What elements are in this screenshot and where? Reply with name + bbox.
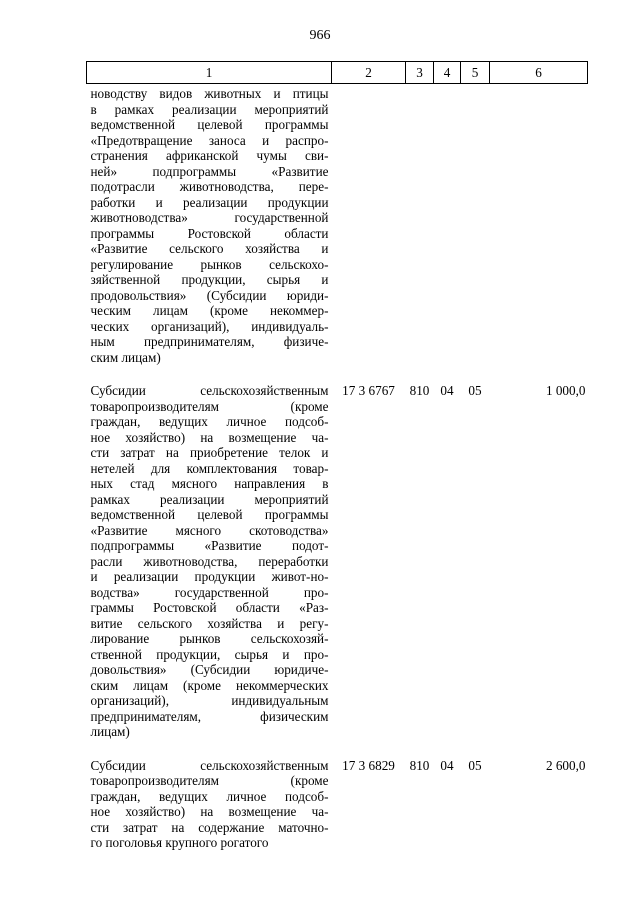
description-line: ных стад мясного направления в: [90, 476, 329, 491]
header-col-4: 4: [434, 62, 461, 84]
description-line: ным предпринимателям, физиче-: [90, 334, 329, 349]
description-line: лицам): [90, 724, 130, 739]
description-line: довольствия» (Субсидии юридиче-: [90, 662, 329, 677]
table-row: [87, 740, 588, 851]
description-line: и реализации продукции живот-но-: [90, 569, 329, 584]
description-line: сти затрат на приобретение телок и: [90, 445, 329, 460]
description-line: ведомственной целевой программы: [90, 507, 329, 522]
description-line: подотрасли животноводства, пере-: [90, 179, 329, 194]
table-row: [87, 84, 588, 366]
description-line: организаций), индивидуальным: [90, 693, 329, 708]
description-line: водства» государственной про-: [90, 584, 329, 600]
row-vr: [406, 84, 434, 366]
description-line: Субсидии сельскохозяйственным: [90, 383, 329, 398]
row-pr: 05: [468, 383, 482, 398]
row-code: 17 3 6767: [342, 383, 395, 398]
description-line: сти затрат на содержание маточно-: [90, 819, 329, 835]
row-pr: 05: [468, 757, 482, 773]
description-line: рамках реализации мероприятий: [90, 491, 329, 507]
header-col-2: 2: [332, 62, 406, 84]
description-line: ческим лицам (кроме некоммер-: [90, 303, 329, 318]
description-line: продовольствия» (Субсидии юриди-: [90, 287, 329, 303]
description-line: ное хозяйство) на возмещение ча-: [90, 804, 329, 819]
row-code: 17 3 6829: [342, 757, 395, 773]
description-line: ческих организаций), индивидуаль-: [90, 318, 329, 334]
description-line: ским лицам): [90, 349, 161, 365]
description-line: ским лицам (кроме некоммерческих: [90, 677, 329, 693]
description-line: работки и реализации продукции: [90, 194, 329, 210]
table-header-row: [87, 62, 588, 84]
page-number: 966: [309, 28, 331, 43]
description-line: ное хозяйство) на возмещение ча-: [90, 429, 329, 445]
row-rz: [434, 84, 461, 366]
description-line: витие сельского хозяйства и регу-: [90, 615, 329, 631]
row-amount: [490, 84, 588, 366]
description-line: граммы Ростовской области «Раз-: [90, 600, 329, 615]
row-amount: 2 600,0: [545, 757, 586, 773]
table-row: [87, 365, 588, 740]
description-line: го поголовья крупного рогатого: [90, 835, 269, 850]
header-col-1: 1: [87, 62, 332, 84]
description-line: странения африканской чумы сви-: [90, 148, 329, 163]
row-description: [87, 84, 332, 366]
description-line: животноводства» государственной: [90, 210, 329, 225]
row-vr: 810: [409, 383, 430, 398]
description-line: ней» подпрограммы «Развитие: [90, 163, 329, 179]
description-line: новодству видов животных и птицы: [90, 86, 329, 101]
description-line: в рамках реализации мероприятий: [90, 101, 329, 117]
description-line: товаропроизводителям (кроме: [90, 398, 329, 414]
header-col-5: 5: [461, 62, 490, 84]
description-line: предпринимателям, физическим: [90, 708, 329, 724]
row-rz: 04: [440, 757, 454, 773]
description-line: «Развитие мясного скотоводства»: [90, 522, 329, 538]
row-amount: 1 000,0: [545, 383, 586, 398]
description-line: программы Ростовской области: [90, 225, 329, 241]
row-vr: 810: [409, 757, 430, 773]
row-description: [87, 365, 332, 740]
row-description: [87, 740, 332, 851]
description-line: «Развитие сельского хозяйства и: [90, 241, 329, 256]
description-line: нетелей для комплектования товар-: [90, 460, 329, 476]
row-pr: [461, 84, 490, 366]
budget-table: [86, 61, 588, 851]
description-line: регулирование рынков сельскохо-: [90, 256, 329, 272]
description-line: товаропроизводителям (кроме: [90, 773, 329, 788]
description-line: «Предотвращение заноса и распро-: [90, 132, 329, 148]
row-rz: 04: [440, 383, 454, 398]
description-line: зяйственной продукции, сырья и: [90, 272, 329, 287]
description-line: граждан, ведущих личное подсоб-: [90, 788, 329, 804]
description-line: ведомственной целевой программы: [90, 117, 329, 132]
header-col-6: 6: [490, 62, 588, 84]
description-line: подпрограммы «Развитие подот-: [90, 538, 329, 553]
header-col-3: 3: [406, 62, 434, 84]
description-line: ственной продукции, сырья и про-: [90, 646, 329, 662]
description-line: расли животноводства, переработки: [90, 553, 329, 569]
description-line: граждан, ведущих личное подсоб-: [90, 414, 329, 429]
row-code: [332, 84, 406, 366]
description-line: лирование рынков сельскохозяй-: [90, 631, 329, 646]
description-line: Субсидии сельскохозяйственным: [90, 757, 329, 773]
